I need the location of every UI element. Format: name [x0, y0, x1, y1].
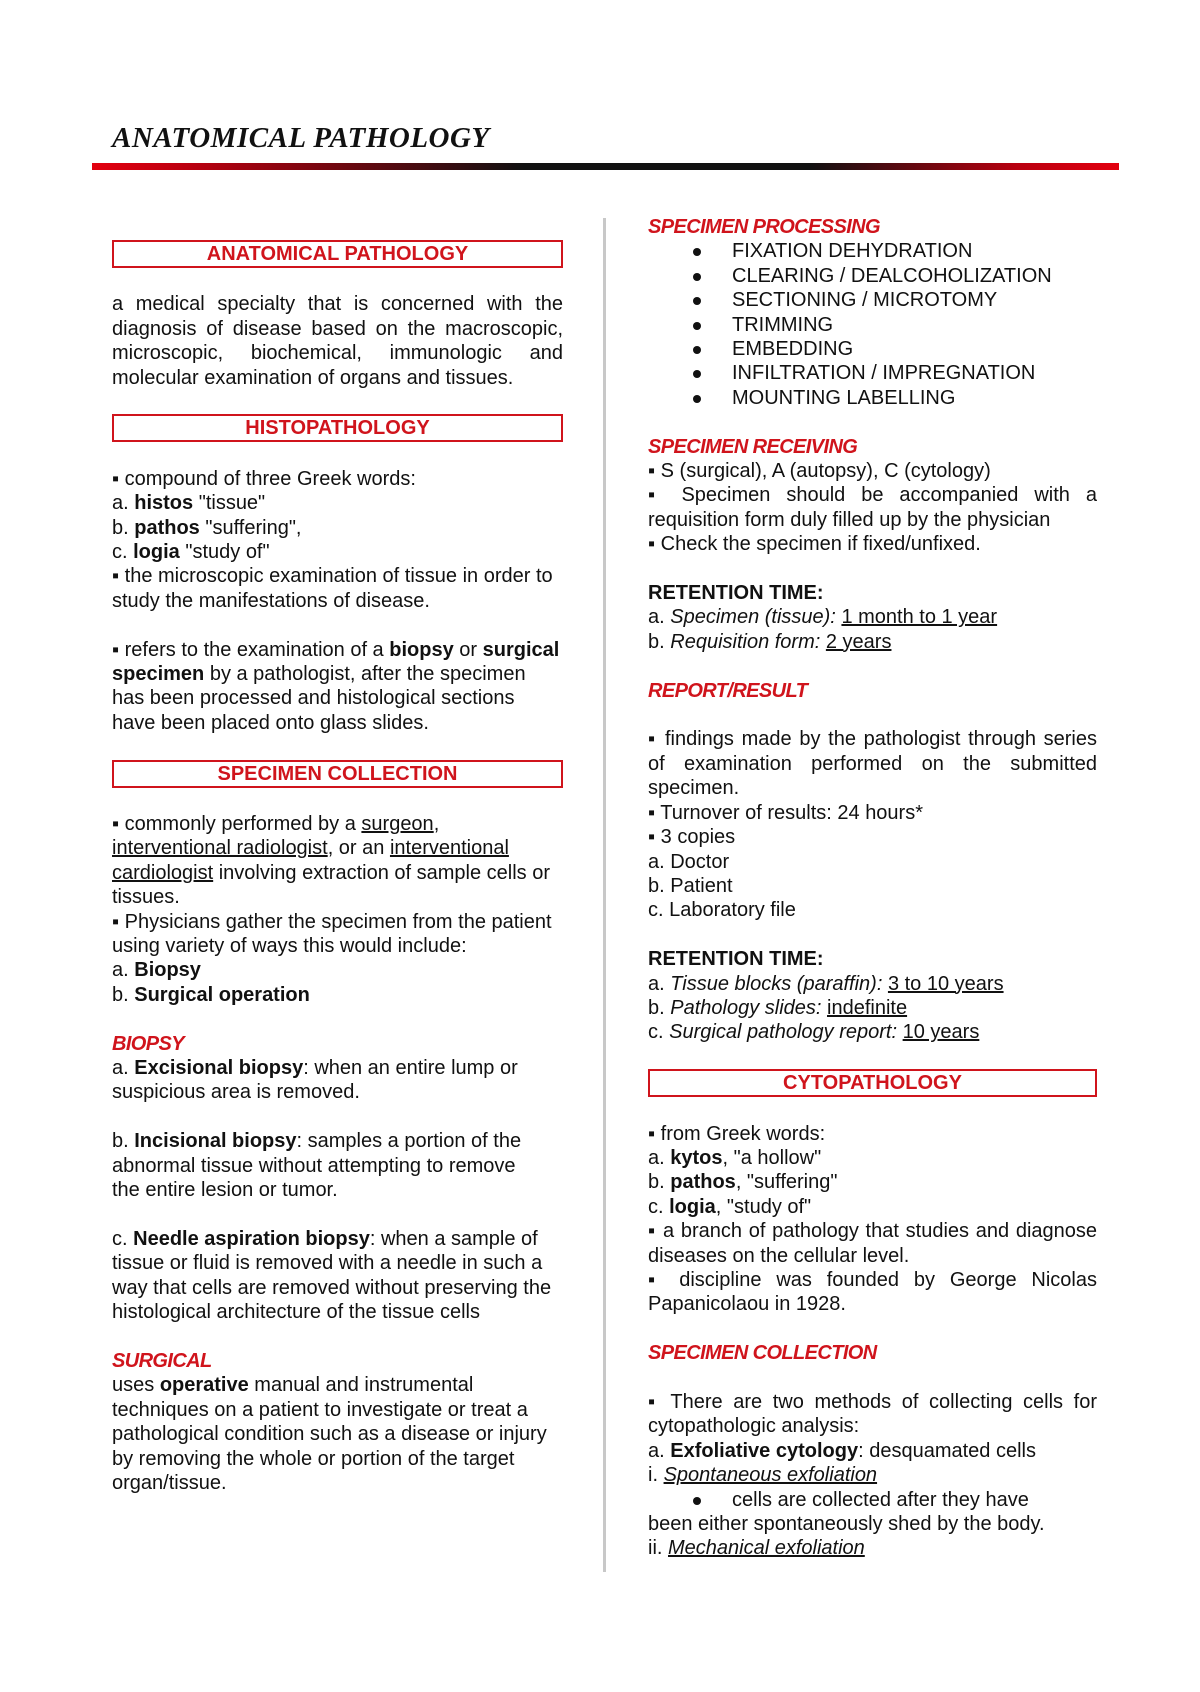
cyto-line: ▪ a branch of pathology that studies and diagnose diseases on the cellular level.: [648, 1220, 1097, 1267]
histo-term-a: a. histos "tissue": [112, 492, 266, 515]
anatomical-pathology-definition: a medical specialty that is concerned with the diagnosis of disease based on the macroscopic, microscopic, biochemical, immunologic and molecular examination of organs and tissues.: [112, 293, 563, 389]
report-copy: c. Laboratory file: [648, 899, 796, 922]
retention-requisition: b. Requisition form: 2 years: [648, 630, 892, 653]
section-header-anatomical-pathology: ANATOMICAL PATHOLOGY: [112, 240, 563, 268]
cyto-line: ▪ from Greek words:: [648, 1122, 826, 1145]
biopsy-incisional: b. Incisional biopsy: samples a portion of the abnormal tissue without attempting to remove the entire lesion or tumor.: [112, 1130, 522, 1202]
retention-slides: b. Pathology slides: indefinite: [648, 996, 908, 1019]
processing-step: FIXATION DEHYDRATION: [648, 239, 1097, 263]
report-line: ▪ 3 copies: [648, 826, 736, 849]
subheading-report-result: REPORT/RESULT: [648, 679, 808, 702]
report-line: ▪ Turnover of results: 24 hours*: [648, 801, 923, 824]
retention-surgical-report: c. Surgical pathology report: 10 years: [648, 1021, 980, 1044]
cyto-collection-continuation: been either spontaneously shed by the body.: [648, 1512, 1045, 1535]
histo-line: ▪ the microscopic examination of tissue in order to study the manifestations of disease.: [112, 565, 553, 612]
section-header-histopathology: HISTOPATHOLOGY: [112, 414, 563, 442]
section-header-cytopathology: CYTOPATHOLOGY: [648, 1069, 1097, 1097]
column-divider: [603, 218, 606, 1572]
histo-term-b: b. pathos "suffering",: [112, 516, 302, 539]
subheading-specimen-processing: SPECIMEN PROCESSING: [648, 216, 880, 238]
cyto-term-a: a. kytos, "a hollow": [648, 1146, 822, 1169]
processing-step: TRIMMING: [648, 313, 1097, 337]
cyto-collection-sub-i: i. Spontaneous exfoliation: [648, 1464, 878, 1487]
cyto-term-b: b. pathos, "suffering": [648, 1171, 838, 1194]
processing-step: MOUNTING LABELLING: [648, 386, 1097, 410]
receiving-line: ▪ Specimen should be accompanied with a requisition form duly filled up by the physician: [648, 484, 1097, 531]
biopsy-needle-aspiration: c. Needle aspiration biopsy: when a sample of tissue or fluid is removed with a needle in such a way that cells are removed without preserving the histological architecture of the tissue cells: [112, 1227, 552, 1324]
subheading-cyto-specimen-collection: SPECIMEN COLLECTION: [648, 1342, 877, 1365]
report-copy: a. Doctor: [648, 850, 730, 873]
retention-time-title: RETENTION TIME:: [648, 582, 824, 605]
cyto-collection-line: ▪ There are two methods of collecting cells for cytopathologic analysis:: [648, 1390, 1097, 1438]
retention-tissue-blocks: a. Tissue blocks (paraffin): 3 to 10 years: [648, 972, 1004, 995]
right-column: [648, 215, 1097, 1561]
left-column: [112, 240, 563, 1495]
collection-line: ▪ commonly performed by a surgeon, interventional radiologist, or an interventional cardiologist involving extraction of sample cells or tissues.: [112, 813, 550, 909]
section-header-specimen-collection: SPECIMEN COLLECTION: [112, 760, 563, 788]
cyto-line: ▪ discipline was founded by George Nicolas Papanicolaou in 1928.: [648, 1268, 1097, 1316]
collection-option-a: a. Biopsy: [112, 959, 201, 982]
title-rule: [92, 163, 1119, 170]
biopsy-excisional: a. Excisional biopsy: when an entire lump or suspicious area is removed.: [112, 1057, 518, 1104]
surgical-definition: uses operative manual and instrumental techniques on a patient to investigate or treat a pathological condition such as a disease or injury by removing the whole or portion of the target organ/tissue.: [112, 1374, 547, 1494]
collection-line: ▪ Physicians gather the specimen from the patient using variety of ways this would include:: [112, 910, 552, 958]
report-line: ▪ findings made by the pathologist through series of examination performed on the submitted specimen.: [648, 728, 1097, 800]
cyto-collection-sub-ii: ii. Mechanical exfoliation: [648, 1537, 865, 1560]
collection-option-b: b. Surgical operation: [112, 983, 310, 1006]
cyto-collection-bullet: cells are collected after they have: [648, 1488, 1097, 1512]
processing-step: INFILTRATION / IMPREGNATION: [648, 361, 1097, 385]
processing-step: EMBEDDING: [648, 337, 1097, 361]
processing-step: SECTIONING / MICROTOMY: [648, 288, 1097, 312]
subheading-surgical: SURGICAL: [112, 1349, 212, 1372]
report-copy: b. Patient: [648, 874, 733, 897]
retention-specimen: a. Specimen (tissue): 1 month to 1 year: [648, 606, 998, 629]
processing-step: CLEARING / DEALCOHOLIZATION: [648, 264, 1097, 288]
page-title: ANATOMICAL PATHOLOGY: [112, 122, 490, 154]
subheading-specimen-receiving: SPECIMEN RECEIVING: [648, 435, 858, 458]
receiving-line: ▪ Check the specimen if fixed/unfixed.: [648, 533, 981, 556]
subheading-biopsy: BIOPSY: [112, 1032, 184, 1055]
retention-time-title: RETENTION TIME:: [648, 948, 824, 971]
receiving-line: ▪ S (surgical), A (autopsy), C (cytology): [648, 460, 991, 483]
histo-line: ▪ compound of three Greek words:: [112, 467, 416, 490]
histo-line: ▪ refers to the examination of a biopsy or surgical specimen by a pathologist, after the specimen has been processed and histological sections have been placed onto glass slides.: [112, 638, 560, 734]
cyto-collection-method-a: a. Exfoliative cytology: desquamated cells: [648, 1439, 1036, 1462]
histo-term-c: c. logia "study of": [112, 541, 270, 564]
cyto-term-c: c. logia, "study of": [648, 1195, 812, 1218]
processing-steps-list: [648, 239, 1097, 410]
